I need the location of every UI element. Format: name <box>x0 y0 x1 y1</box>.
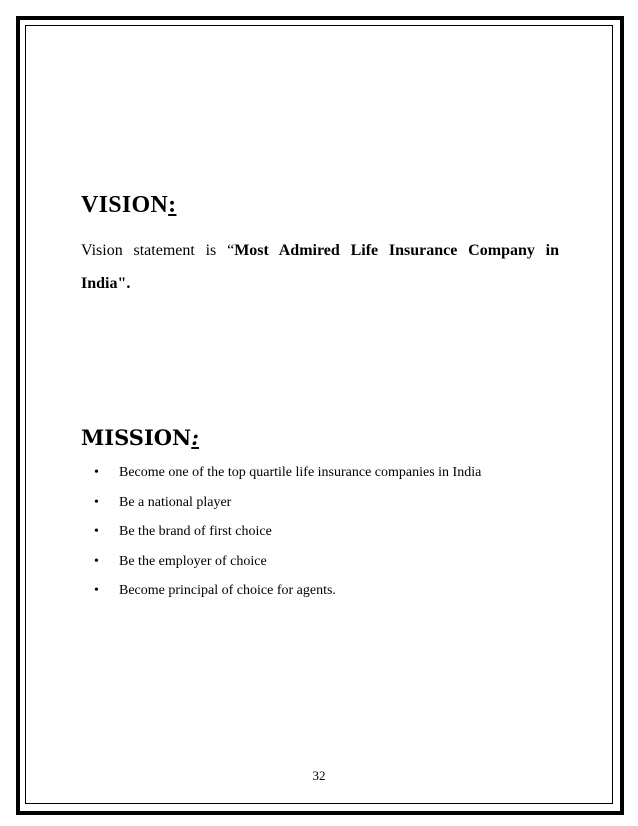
mission-list-item <box>94 551 481 581</box>
mission-heading-colon: : <box>191 425 200 450</box>
bullet-icon: • <box>94 553 99 569</box>
bullet-icon: • <box>94 524 99 539</box>
vision-heading-text: VISION <box>81 192 169 218</box>
page-border-inner <box>25 25 613 804</box>
mission-list-item <box>94 492 481 522</box>
vision-heading-colon: : <box>168 192 177 218</box>
mission-list-item <box>94 462 481 492</box>
vision-heading <box>81 192 176 219</box>
mission-heading <box>81 425 199 450</box>
page-number: 32 <box>312 768 326 783</box>
vision-statement <box>81 234 559 300</box>
mission-list <box>94 462 481 610</box>
bullet-icon: • <box>94 465 99 480</box>
mission-item-text: Become one of the top quartile life insurance companies in India <box>119 465 482 480</box>
bullet-icon: • <box>94 583 99 598</box>
mission-list-item <box>94 580 481 610</box>
mission-item-text: Be the brand of first choice <box>119 524 272 539</box>
vision-statement-prefix: Vision statement is “ <box>81 242 235 259</box>
vision-statement-bold: Most Admired Life Insurance Company in India". <box>81 242 559 292</box>
mission-item-text: Become principal of choice for agents. <box>119 583 336 598</box>
mission-item-text: Be the employer of choice <box>119 553 267 569</box>
mission-item-text: Be a national player <box>119 494 232 510</box>
bullet-icon: • <box>94 494 99 510</box>
mission-list-item <box>94 521 481 551</box>
mission-heading-text: MISSION <box>81 425 192 450</box>
